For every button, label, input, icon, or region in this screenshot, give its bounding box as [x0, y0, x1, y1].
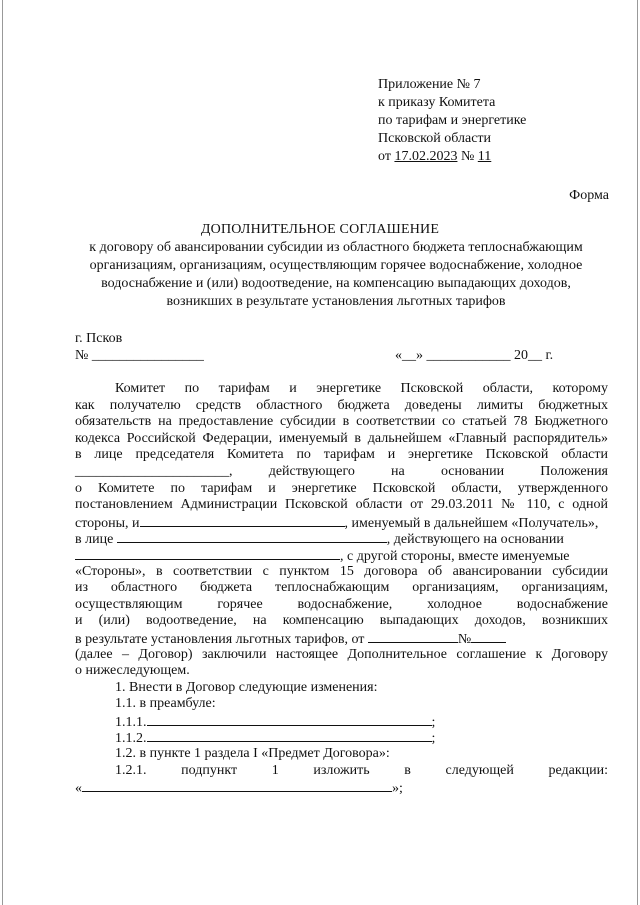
clause-1-1-1: 1.1.1. ;: [115, 714, 436, 730]
document-subtitle: [60, 239, 612, 311]
annex-line: к приказу Комитета: [378, 95, 496, 110]
body-line: и (или) водоотведение, на компенсацию выпадающих доходов, возникших: [75, 613, 608, 629]
body-line: в лице председателя Комитета по тарифам и энергетике Псковской области: [75, 447, 608, 463]
body-line: в результате установления льготных тарифов, от №: [75, 630, 608, 647]
subtitle-line: возникших в результате установления льготных тарифов: [166, 294, 506, 309]
body-line: постановлением Администрации Псковской области от 29.03.2011 № 110, с одной: [75, 497, 608, 513]
clause-1-1-1-blank: [147, 713, 432, 726]
body-line: из областного бюджета теплоснабжающим организациям, организациям,: [75, 580, 608, 596]
recipient-name-blank: [140, 514, 345, 527]
clause-1-2-1-text: « »;: [75, 781, 403, 797]
body-line: о Комитете по тарифам и энергетике Псковской области, утвержденного: [75, 480, 608, 496]
contract-date-blank: [368, 630, 458, 643]
clause-1-1-2-blank: [147, 729, 432, 742]
subtitle-line: к договору об авансировании субсидии из областного бюджета теплоснабжающим: [89, 240, 583, 255]
body-line: стороны, и , именуемый в дальнейшем «Получатель»,: [75, 515, 599, 531]
annex-date-line: от 17.02.2023 № 11: [378, 149, 492, 164]
agreement-date-field: «__» ____________ 20__ г.: [395, 348, 554, 363]
subtitle-line: организациям, организациям, осуществляющим горячее водоснабжение, холодное: [89, 258, 583, 273]
body-line: (далее – Договор) заключили настоящее Дополнительное соглашение к Договору: [75, 646, 608, 662]
annex-line: Приложение № 7: [378, 77, 481, 92]
annex-block: [378, 76, 526, 166]
clause-1-2-1-blank: [82, 779, 392, 792]
annex-line: по тарифам и энергетике: [378, 113, 527, 128]
contract-number-blank: [471, 630, 506, 643]
page-edge-right: [637, 0, 638, 905]
annex-date: 17.02.2023: [394, 149, 458, 164]
page-edge-left: [2, 0, 3, 905]
body-line: Комитет по тарифам и энергетике Псковской области, которому: [115, 381, 608, 396]
representative-blank: [117, 530, 387, 543]
basis-blank: [75, 547, 340, 560]
body-line: о нижеследующем.: [75, 663, 190, 679]
clause-1-2: 1.2. в пункте 1 раздела I «Предмет Договора»:: [115, 746, 390, 762]
subtitle-line: водоснабжение и (или) водоотведение, на компенсацию выпадающих доходов,: [101, 276, 571, 291]
body-line: ______________________, действующего на основании Положения: [75, 463, 608, 479]
body-line: как получателю средств областного бюджета доведены лимиты бюджетных: [75, 397, 608, 413]
clause-1: 1. Внести в Договор следующие изменения:: [115, 679, 378, 695]
annex-number: 11: [477, 149, 492, 164]
body-line: обязательств на предоставление субсидии в соответствии со статьей 78 Бюджетного: [75, 414, 608, 430]
body-line: , с другой стороны, вместе именуемые: [75, 547, 608, 564]
city: г. Псков: [75, 331, 123, 346]
agreement-body: [75, 381, 608, 796]
body-line: «Стороны», в соответствии с пунктом 15 договора об авансировании субсидии: [75, 563, 608, 579]
clause-1-1: 1.1. в преамбуле:: [115, 696, 216, 712]
document-title: ДОПОЛНИТЕЛЬНОЕ СОГЛАШЕНИЕ: [200, 222, 440, 237]
annex-line: Псковской области: [378, 131, 492, 146]
number-date-row: [75, 347, 605, 365]
body-line: осуществляющим горячее водоснабжение, холодное водоснабжение: [75, 596, 608, 612]
body-line: кодекса Российской Федерации, именуемый в дальнейшем «Главный распорядитель»: [75, 430, 608, 446]
form-label: Форма: [569, 188, 609, 203]
clause-1-2-1: 1.2.1. подпункт 1 изложить в следующей редакции:: [115, 762, 608, 778]
agreement-number-field: № ________________: [75, 348, 204, 363]
body-line: в лице , действующего на основании: [75, 532, 564, 548]
clause-1-1-2: 1.1.2. ;: [115, 731, 436, 747]
